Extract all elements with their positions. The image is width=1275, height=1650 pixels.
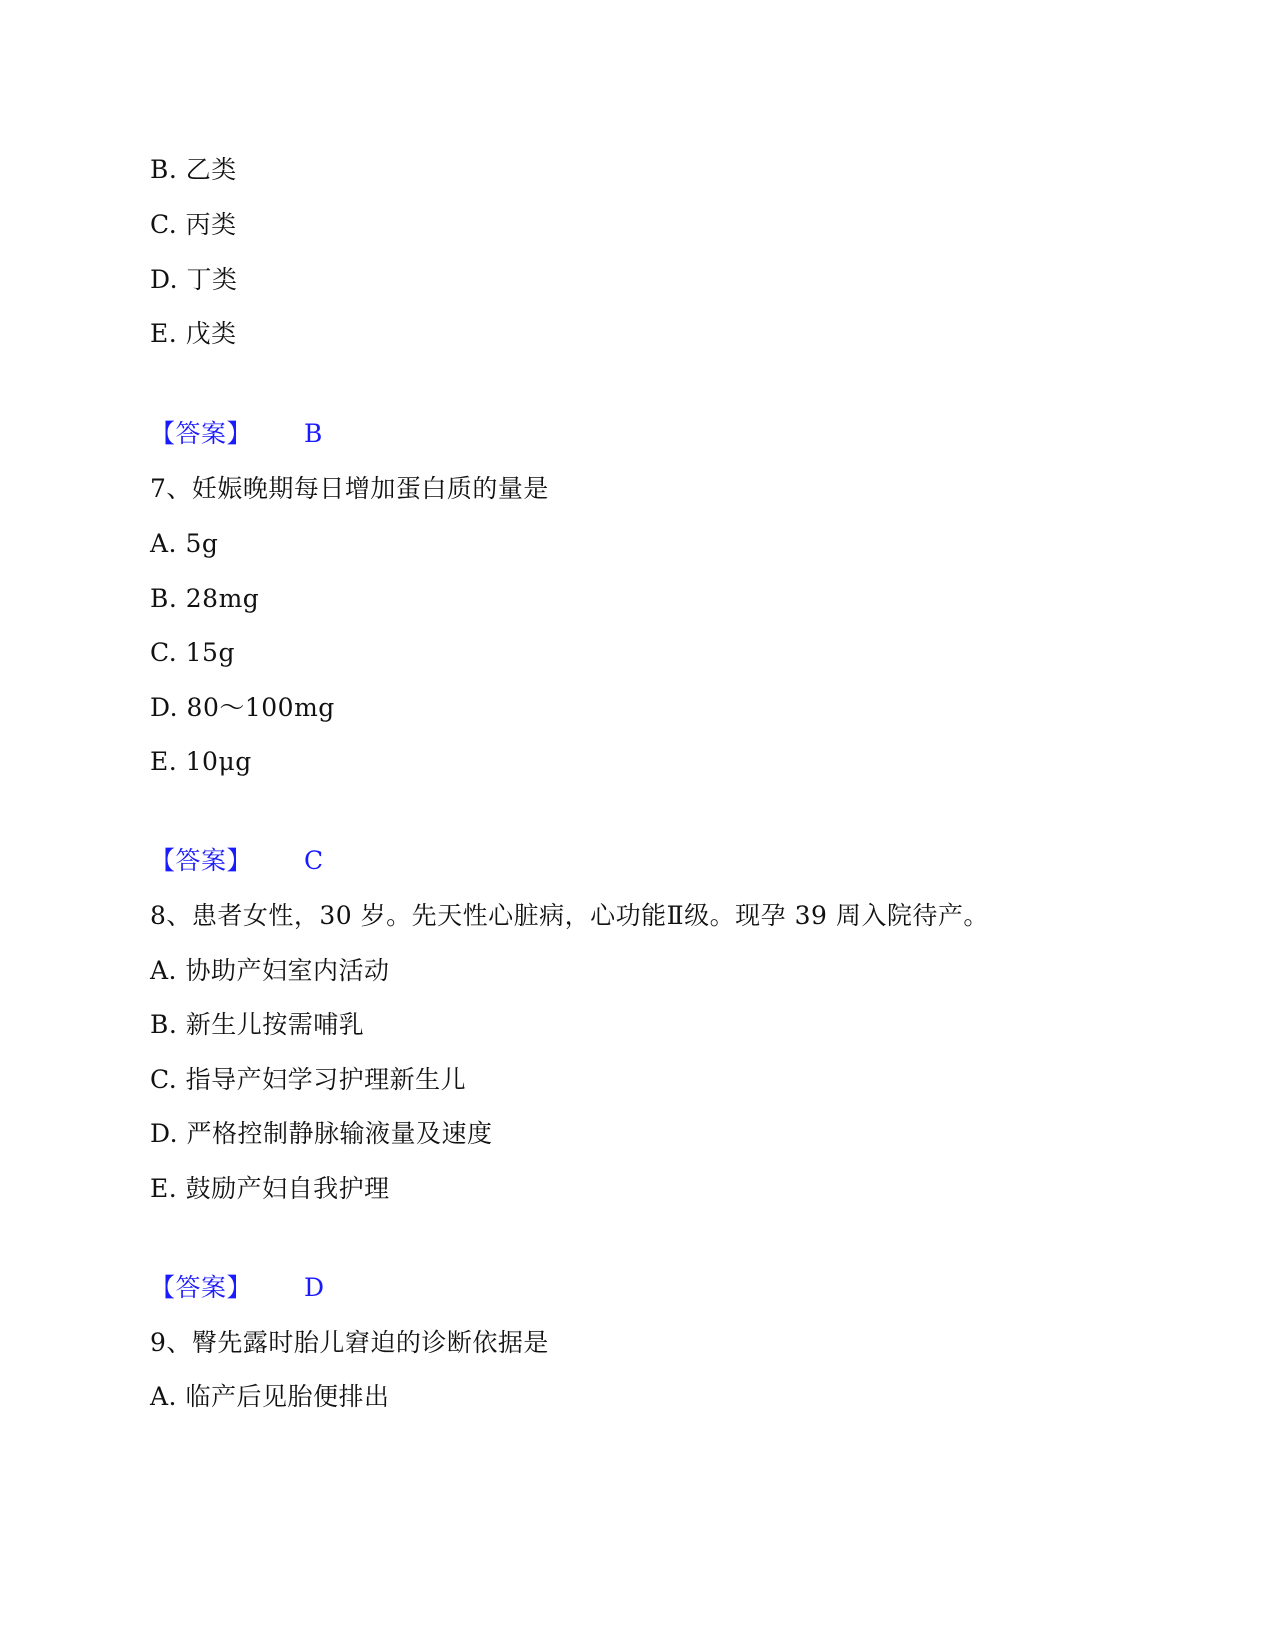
question-9-stem: 9、臀先露时胎儿窘迫的诊断依据是 (150, 1328, 549, 1357)
answer-value: C (304, 846, 324, 875)
option-a-q7: A. 5g (150, 529, 219, 558)
question-8-stem: 8、患者女性，30 岁。先天性心脏病，心功能Ⅱ级。现孕 39 周入院待产。 (150, 901, 989, 930)
option-b-q7: B. 28mg (150, 584, 260, 613)
answer-value: D (304, 1273, 325, 1302)
answer-label: 【答案】 (150, 846, 253, 875)
option-e-q6: E. 戊类 (150, 319, 237, 348)
option-b-q6: B. 乙类 (150, 155, 237, 184)
answer-value: B (304, 419, 323, 448)
option-c-q6: C. 丙类 (150, 210, 237, 239)
option-a-q9: A. 临产后见胎便排出 (150, 1382, 390, 1411)
option-d-q8: D. 严格控制静脉输液量及速度 (150, 1119, 493, 1148)
option-d-q7: D. 80～100mg (150, 693, 335, 722)
option-e-q8: E. 鼓励产妇自我护理 (150, 1174, 390, 1203)
answer-q8 (150, 1272, 325, 1304)
option-c-q7: C. 15g (150, 638, 235, 667)
question-7-stem: 7、妊娠晚期每日增加蛋白质的量是 (150, 474, 549, 503)
answer-q6 (150, 418, 323, 450)
answer-label: 【答案】 (150, 1273, 253, 1302)
option-d-q6: D. 丁类 (150, 265, 238, 294)
option-a-q8: A. 协助产妇室内活动 (150, 956, 390, 985)
option-e-q7: E. 10μg (150, 747, 252, 776)
answer-label: 【答案】 (150, 419, 253, 448)
option-c-q8: C. 指导产妇学习护理新生儿 (150, 1065, 467, 1094)
option-b-q8: B. 新生儿按需哺乳 (150, 1010, 365, 1039)
answer-q7 (150, 845, 324, 877)
